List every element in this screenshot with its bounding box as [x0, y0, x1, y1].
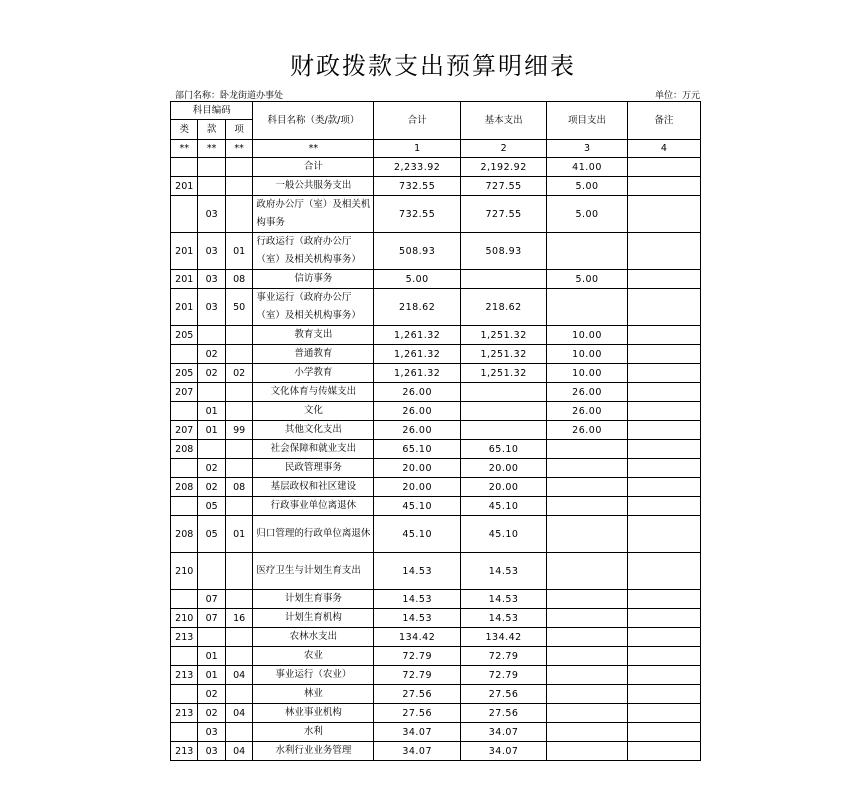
cell-xiang: 08 — [225, 270, 252, 289]
cell-kuan: 03 — [198, 289, 225, 326]
cell-lei: 213 — [171, 704, 198, 723]
cell-kuan: 02 — [198, 704, 225, 723]
cell-note — [627, 326, 700, 345]
cell-note — [627, 158, 700, 177]
cell-note — [627, 516, 700, 553]
cell-name: 行政运行（政府办公厅（室）及相关机构事务） — [253, 233, 374, 270]
cell-project: 26.00 — [547, 383, 627, 402]
cell-name: 归口管理的行政单位离退休 — [253, 516, 374, 553]
cell-total: 732.55 — [374, 177, 460, 196]
cell-total: 134.42 — [374, 628, 460, 647]
cell-total: 218.62 — [374, 289, 460, 326]
cell-lei: 208 — [171, 516, 198, 553]
cell-basic: 14.53 — [460, 553, 546, 590]
cell-total: 5.00 — [374, 270, 460, 289]
cell-lei — [171, 647, 198, 666]
cell-project — [547, 553, 627, 590]
table-row — [171, 553, 701, 590]
index-lei: ** — [171, 140, 198, 158]
header-note: 备注 — [627, 102, 700, 140]
cell-kuan: 02 — [198, 478, 225, 497]
cell-note — [627, 553, 700, 590]
cell-kuan — [198, 326, 225, 345]
cell-name: 信访事务 — [253, 270, 374, 289]
table-row — [171, 289, 701, 326]
cell-xiang — [225, 459, 252, 478]
cell-lei — [171, 685, 198, 704]
cell-project — [547, 685, 627, 704]
cell-kuan: 05 — [198, 516, 225, 553]
cell-note — [627, 609, 700, 628]
cell-xiang: 04 — [225, 666, 252, 685]
table-row — [171, 196, 701, 233]
cell-total: 26.00 — [374, 383, 460, 402]
table-row — [171, 402, 701, 421]
cell-name: 教育支出 — [253, 326, 374, 345]
table-row — [171, 177, 701, 196]
table-row — [171, 723, 701, 742]
cell-xiang: 04 — [225, 742, 252, 761]
cell-name: 政府办公厅（室）及相关机构事务 — [253, 196, 374, 233]
table-row — [171, 609, 701, 628]
cell-name: 林业 — [253, 685, 374, 704]
table-body — [171, 102, 701, 761]
index-note: 4 — [627, 140, 700, 158]
cell-note — [627, 270, 700, 289]
cell-note — [627, 590, 700, 609]
cell-project — [547, 742, 627, 761]
page-title: 财政拨款支出预算明细表 — [290, 52, 576, 80]
cell-basic: 1,251.32 — [460, 364, 546, 383]
cell-name: 水利 — [253, 723, 374, 742]
cell-project — [547, 647, 627, 666]
cell-name: 农林水支出 — [253, 628, 374, 647]
cell-xiang — [225, 196, 252, 233]
table-row — [171, 440, 701, 459]
cell-lei: 201 — [171, 177, 198, 196]
cell-project — [547, 497, 627, 516]
cell-basic: 1,251.32 — [460, 326, 546, 345]
header-xiang: 项 — [225, 120, 252, 140]
cell-note — [627, 177, 700, 196]
cell-kuan: 02 — [198, 685, 225, 704]
cell-kuan: 02 — [198, 364, 225, 383]
cell-kuan: 03 — [198, 196, 225, 233]
cell-xiang: 16 — [225, 609, 252, 628]
cell-basic: 14.53 — [460, 609, 546, 628]
table-row — [171, 590, 701, 609]
table-row — [171, 345, 701, 364]
cell-name: 文化 — [253, 402, 374, 421]
cell-basic: 134.42 — [460, 628, 546, 647]
cell-name: 计划生育事务 — [253, 590, 374, 609]
cell-xiang — [225, 647, 252, 666]
cell-basic: 27.56 — [460, 704, 546, 723]
table-row — [171, 666, 701, 685]
cell-basic: 72.79 — [460, 647, 546, 666]
cell-xiang: 99 — [225, 421, 252, 440]
cell-name: 计划生育机构 — [253, 609, 374, 628]
budget-table — [170, 101, 701, 761]
cell-name: 水利行业业务管理 — [253, 742, 374, 761]
cell-total: 34.07 — [374, 742, 460, 761]
table-row — [171, 233, 701, 270]
cell-total: 45.10 — [374, 497, 460, 516]
cell-lei: 207 — [171, 383, 198, 402]
cell-project — [547, 628, 627, 647]
cell-basic: 727.55 — [460, 196, 546, 233]
cell-total: 27.56 — [374, 704, 460, 723]
cell-basic: 2,192.92 — [460, 158, 546, 177]
cell-xiang — [225, 177, 252, 196]
cell-note — [627, 647, 700, 666]
cell-project — [547, 516, 627, 553]
cell-basic: 14.53 — [460, 590, 546, 609]
cell-project: 26.00 — [547, 402, 627, 421]
table-row — [171, 742, 701, 761]
cell-total: 45.10 — [374, 516, 460, 553]
cell-xiang — [225, 402, 252, 421]
cell-xiang — [225, 590, 252, 609]
cell-name: 其他文化支出 — [253, 421, 374, 440]
cell-lei: 208 — [171, 440, 198, 459]
cell-name: 合计 — [253, 158, 374, 177]
cell-note — [627, 459, 700, 478]
cell-lei: 201 — [171, 233, 198, 270]
cell-kuan — [198, 383, 225, 402]
cell-lei — [171, 723, 198, 742]
cell-total: 14.53 — [374, 553, 460, 590]
cell-project: 41.00 — [547, 158, 627, 177]
index-project: 3 — [547, 140, 627, 158]
cell-xiang — [225, 158, 252, 177]
cell-xiang — [225, 497, 252, 516]
cell-total: 2,233.92 — [374, 158, 460, 177]
cell-lei — [171, 345, 198, 364]
cell-name: 文化体育与传媒支出 — [253, 383, 374, 402]
index-xiang: ** — [225, 140, 252, 158]
cell-lei: 201 — [171, 289, 198, 326]
cell-name: 农业 — [253, 647, 374, 666]
cell-xiang — [225, 440, 252, 459]
cell-total: 34.07 — [374, 723, 460, 742]
cell-total: 26.00 — [374, 402, 460, 421]
cell-total: 1,261.32 — [374, 345, 460, 364]
cell-name: 事业运行（农业） — [253, 666, 374, 685]
cell-kuan: 02 — [198, 459, 225, 478]
cell-kuan: 03 — [198, 742, 225, 761]
cell-name: 医疗卫生与计划生育支出 — [253, 553, 374, 590]
cell-lei: 213 — [171, 666, 198, 685]
index-row — [171, 140, 701, 158]
cell-note — [627, 364, 700, 383]
cell-basic: 72.79 — [460, 666, 546, 685]
cell-total: 72.79 — [374, 666, 460, 685]
index-name: ** — [253, 140, 374, 158]
cell-lei: 205 — [171, 326, 198, 345]
cell-lei — [171, 402, 198, 421]
cell-kuan: 07 — [198, 609, 225, 628]
cell-xiang — [225, 628, 252, 647]
cell-project — [547, 666, 627, 685]
cell-note — [627, 383, 700, 402]
table-row — [171, 628, 701, 647]
header-subject-name: 科目名称（类/款/项） — [253, 102, 374, 140]
cell-kuan — [198, 553, 225, 590]
cell-name: 社会保障和就业支出 — [253, 440, 374, 459]
cell-kuan — [198, 158, 225, 177]
table-row — [171, 364, 701, 383]
cell-note — [627, 196, 700, 233]
table-row — [171, 421, 701, 440]
cell-total: 1,261.32 — [374, 326, 460, 345]
cell-basic: 218.62 — [460, 289, 546, 326]
cell-xiang: 50 — [225, 289, 252, 326]
cell-xiang: 01 — [225, 233, 252, 270]
cell-basic: 20.00 — [460, 459, 546, 478]
cell-xiang — [225, 345, 252, 364]
cell-total: 14.53 — [374, 590, 460, 609]
index-kuan: ** — [198, 140, 225, 158]
cell-note — [627, 440, 700, 459]
cell-total: 14.53 — [374, 609, 460, 628]
cell-project — [547, 609, 627, 628]
cell-name: 事业运行（政府办公厅（室）及相关机构事务） — [253, 289, 374, 326]
cell-name: 林业事业机构 — [253, 704, 374, 723]
cell-basic: 45.10 — [460, 516, 546, 553]
cell-lei — [171, 459, 198, 478]
cell-lei: 210 — [171, 609, 198, 628]
cell-total: 732.55 — [374, 196, 460, 233]
cell-basic — [460, 383, 546, 402]
header-lei: 类 — [171, 120, 198, 140]
cell-lei: 210 — [171, 553, 198, 590]
table-row — [171, 685, 701, 704]
cell-kuan: 03 — [198, 723, 225, 742]
cell-note — [627, 497, 700, 516]
cell-project — [547, 440, 627, 459]
cell-name: 民政管理事务 — [253, 459, 374, 478]
cell-kuan: 07 — [198, 590, 225, 609]
header-row — [171, 102, 701, 120]
cell-kuan: 01 — [198, 421, 225, 440]
cell-project: 5.00 — [547, 196, 627, 233]
cell-lei — [171, 196, 198, 233]
cell-basic — [460, 421, 546, 440]
cell-total: 20.00 — [374, 478, 460, 497]
cell-basic: 508.93 — [460, 233, 546, 270]
table-row — [171, 478, 701, 497]
cell-xiang: 04 — [225, 704, 252, 723]
cell-lei: 213 — [171, 742, 198, 761]
table-row — [171, 270, 701, 289]
cell-lei: 207 — [171, 421, 198, 440]
cell-basic: 45.10 — [460, 497, 546, 516]
cell-project — [547, 590, 627, 609]
unit-label: 单位：万元 — [654, 91, 700, 101]
table-row — [171, 704, 701, 723]
cell-xiang: 02 — [225, 364, 252, 383]
cell-kuan — [198, 177, 225, 196]
cell-kuan: 01 — [198, 666, 225, 685]
cell-lei — [171, 590, 198, 609]
cell-note — [627, 478, 700, 497]
header-project: 项目支出 — [547, 102, 627, 140]
header-subject-code: 科目编码 — [171, 102, 253, 120]
cell-lei: 213 — [171, 628, 198, 647]
cell-project: 5.00 — [547, 270, 627, 289]
cell-xiang: 01 — [225, 516, 252, 553]
cell-total: 65.10 — [374, 440, 460, 459]
cell-lei: 208 — [171, 478, 198, 497]
cell-kuan: 03 — [198, 233, 225, 270]
cell-total: 20.00 — [374, 459, 460, 478]
cell-note — [627, 723, 700, 742]
cell-note — [627, 704, 700, 723]
cell-project — [547, 723, 627, 742]
cell-basic: 34.07 — [460, 742, 546, 761]
cell-basic: 727.55 — [460, 177, 546, 196]
cell-xiang — [225, 723, 252, 742]
table-row — [171, 516, 701, 553]
cell-note — [627, 628, 700, 647]
cell-basic: 34.07 — [460, 723, 546, 742]
cell-lei: 201 — [171, 270, 198, 289]
cell-kuan: 01 — [198, 647, 225, 666]
cell-xiang — [225, 685, 252, 704]
cell-project — [547, 478, 627, 497]
cell-note — [627, 289, 700, 326]
table-row — [171, 497, 701, 516]
cell-basic: 65.10 — [460, 440, 546, 459]
cell-total: 508.93 — [374, 233, 460, 270]
cell-name: 小学教育 — [253, 364, 374, 383]
cell-name: 行政事业单位离退休 — [253, 497, 374, 516]
table-row — [171, 383, 701, 402]
cell-project — [547, 459, 627, 478]
index-basic: 2 — [460, 140, 546, 158]
cell-total: 1,261.32 — [374, 364, 460, 383]
cell-basic: 20.00 — [460, 478, 546, 497]
cell-xiang — [225, 553, 252, 590]
cell-basic — [460, 270, 546, 289]
table-row — [171, 459, 701, 478]
cell-kuan: 01 — [198, 402, 225, 421]
cell-note — [627, 685, 700, 704]
cell-name: 普通教育 — [253, 345, 374, 364]
header-basic: 基本支出 — [460, 102, 546, 140]
cell-project — [547, 233, 627, 270]
cell-total: 26.00 — [374, 421, 460, 440]
cell-xiang — [225, 326, 252, 345]
cell-total: 72.79 — [374, 647, 460, 666]
cell-project: 10.00 — [547, 326, 627, 345]
cell-note — [627, 742, 700, 761]
cell-xiang — [225, 383, 252, 402]
cell-note — [627, 421, 700, 440]
cell-project: 5.00 — [547, 177, 627, 196]
cell-kuan: 02 — [198, 345, 225, 364]
cell-lei — [171, 158, 198, 177]
cell-project: 26.00 — [547, 421, 627, 440]
cell-note — [627, 345, 700, 364]
table-row — [171, 326, 701, 345]
cell-lei — [171, 497, 198, 516]
cell-basic — [460, 402, 546, 421]
index-total: 1 — [374, 140, 460, 158]
cell-lei: 205 — [171, 364, 198, 383]
cell-basic: 27.56 — [460, 685, 546, 704]
cell-kuan — [198, 628, 225, 647]
department-label: 部门名称：卧龙街道办事处 — [175, 91, 284, 101]
cell-total: 27.56 — [374, 685, 460, 704]
cell-kuan: 05 — [198, 497, 225, 516]
cell-project: 10.00 — [547, 364, 627, 383]
cell-name: 一般公共服务支出 — [253, 177, 374, 196]
cell-project — [547, 289, 627, 326]
cell-kuan: 03 — [198, 270, 225, 289]
table-row — [171, 158, 701, 177]
header-kuan: 款 — [198, 120, 225, 140]
header-total: 合计 — [374, 102, 460, 140]
cell-kuan — [198, 440, 225, 459]
cell-basic: 1,251.32 — [460, 345, 546, 364]
table-row — [171, 647, 701, 666]
cell-name: 基层政权和社区建设 — [253, 478, 374, 497]
cell-xiang: 08 — [225, 478, 252, 497]
cell-project: 10.00 — [547, 345, 627, 364]
cell-note — [627, 402, 700, 421]
cell-project — [547, 704, 627, 723]
cell-note — [627, 666, 700, 685]
cell-note — [627, 233, 700, 270]
